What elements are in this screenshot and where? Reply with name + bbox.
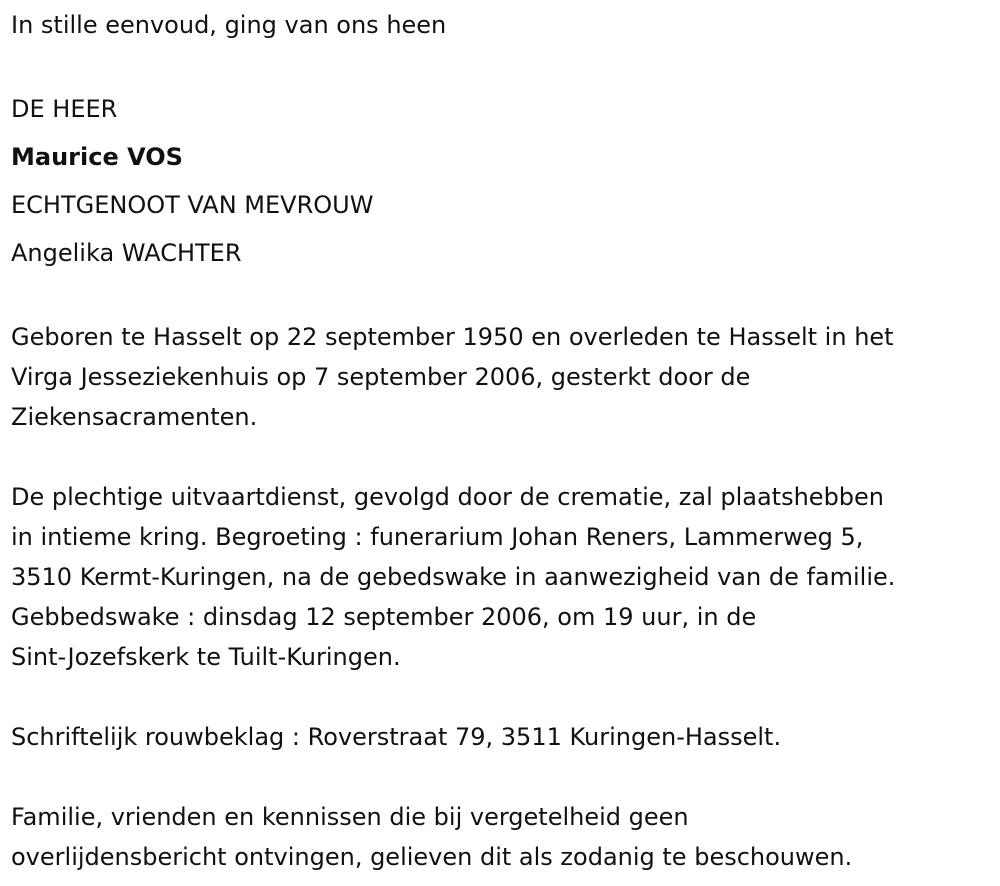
paragraph-line: 3510 Kermt-Kuringen, na de gebedswake in aanwezigheid van de familie. [11,563,896,591]
birth-death-paragraph [11,317,1000,437]
paragraph-line: Sint-Jozefskerk te Tuilt-Kuringen. [11,643,401,671]
spacer [11,677,1000,717]
paragraph-line: Virga Jesseziekenhuis op 7 september 2006, gesterkt door de [11,363,751,391]
spacer [11,277,1000,317]
paragraph-line: overlijdensbericht ontvingen, gelieven dit als zodanig te beschouwen. [11,843,853,871]
paragraph-line: Familie, vrienden en kennissen die bij vergetelheid geen [11,803,689,831]
closing-paragraph [11,797,1000,877]
title-text: DE HEER [11,95,118,123]
deceased-name: Maurice VOS [11,143,183,171]
intro-text: In stille eenvoud, ging van ons heen [11,11,447,39]
paragraph-line: Ziekensacramenten. [11,403,258,431]
spacer [11,45,1000,85]
paragraph-line: Gebbedswake : dinsdag 12 september 2006, om 19 uur, in de [11,603,757,631]
spouse-name: Angelika WACHTER [11,239,242,267]
paragraph-line: Geboren te Hasselt op 22 september 1950 en overleden te Hasselt in het [11,323,894,351]
paragraph-line: De plechtige uitvaartdienst, gevolgd door de crematie, zal plaatshebben [11,483,885,511]
spacer [11,437,1000,477]
relation-text: ECHTGENOOT VAN MEVROUW [11,191,374,219]
funeral-paragraph [11,477,1000,677]
paragraph-line: in intieme kring. Begroeting : funerarium Johan Reners, Lammerweg 5, [11,523,864,551]
spacer [11,757,1000,797]
condolence-address: Schriftelijk rouwbeklag : Roverstraat 79, 3511 Kuringen-Hasselt. [11,723,782,751]
